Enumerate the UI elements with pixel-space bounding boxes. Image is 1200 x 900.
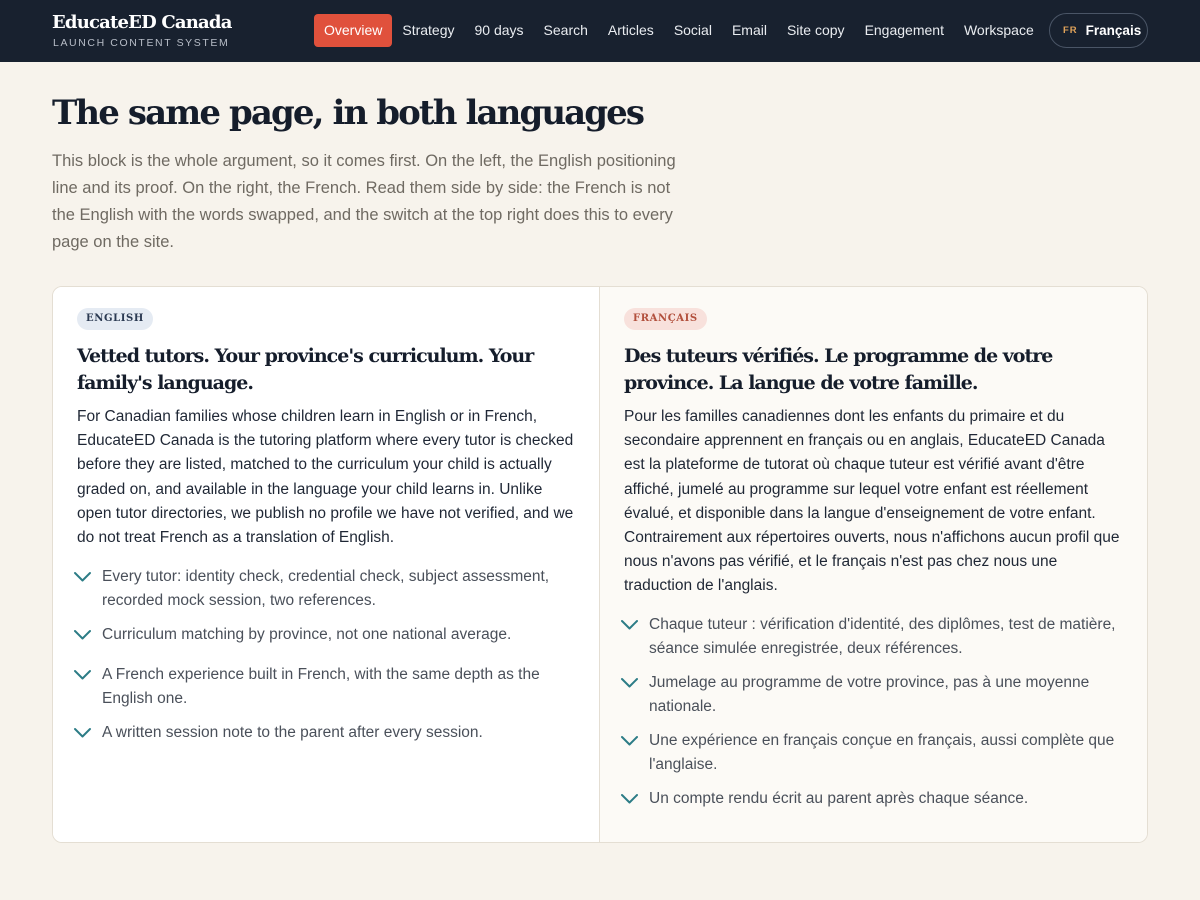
list-item [73, 721, 573, 751]
nav-workspace[interactable]: Workspace [963, 22, 1034, 38]
list-item [73, 623, 573, 653]
page-intro: This block is the whole argument, so it comes first. On the left, the English positioning line and its proof. On the right, the French. Read them side by side: the French is not the English with the words swapped, and the switch at the top right does this to every page on the site. [52, 152, 676, 251]
list-item [620, 787, 1120, 817]
point-text: Every tutor: identity check, credential check, subject assessment, recorded mock session, two references. [102, 568, 550, 609]
point-text: A French experience built in French, with the same depth as the English one. [102, 666, 540, 707]
chevron-down-icon [73, 727, 92, 751]
language-code: FR [1063, 25, 1078, 36]
point-text: Jumelage au programme de votre province, pas à une moyenne nationale. [649, 674, 1090, 715]
french-tag: FRANÇAIS [624, 308, 707, 330]
nav-email[interactable]: Email [731, 22, 767, 38]
list-item [620, 729, 1120, 777]
point-text: Un compte rendu écrit au parent après chaque séance. [649, 790, 1029, 807]
list-item [73, 565, 573, 613]
chevron-down-icon [73, 629, 92, 653]
nav-articles[interactable]: Articles [607, 22, 654, 38]
french-points [620, 613, 1120, 827]
chevron-down-icon [73, 669, 92, 693]
main-nav [314, 14, 1044, 47]
point-text: Curriculum matching by province, not one national average. [102, 626, 512, 643]
english-headline: Vetted tutors. Your province's curriculum. Your family's language. [77, 345, 534, 394]
language-label: Français [1085, 23, 1142, 38]
nav-search[interactable]: Search [543, 22, 588, 38]
english-tag: ENGLISH [77, 308, 153, 330]
chevron-down-icon [620, 619, 639, 643]
list-item [620, 613, 1120, 661]
list-item [73, 663, 573, 711]
top-bar [0, 0, 1200, 62]
nav-overview[interactable]: Overview [314, 14, 392, 47]
french-body: Pour les familles canadiennes dont les enfants du primaire et du secondaire apprennent en français ou en anglais, EducateED Canada est la plateforme de tutorat où chaque tuteur est vérifié avant d'être affiché, jumelé au programme sur lequel votre enfant est réellement évalué, et disponible dans la langue d'enseignement de votre enfant. Contrairement aux répertoires ouverts, nous n'affichons aucun profil que nous n'avons pas vérifié, et le français n'est pas chez nous une traduction de l'anglais. [624, 408, 1120, 595]
chevron-down-icon [620, 735, 639, 759]
page-title: The same page, in both languages [52, 93, 644, 133]
french-headline: Des tuteurs vérifiés. Le programme de votre province. La langue de votre famille. [624, 345, 1053, 394]
list-item [620, 671, 1120, 719]
nav-engagement[interactable]: Engagement [864, 22, 944, 38]
language-switch-button[interactable] [1049, 13, 1148, 48]
english-points [73, 565, 573, 761]
point-text: Une expérience en français conçue en français, aussi complète que l'anglaise. [649, 732, 1115, 773]
nav-90-days[interactable]: 90 days [474, 22, 524, 38]
english-column [53, 287, 600, 842]
brand-name[interactable]: EducateED Canada [52, 12, 232, 33]
chevron-down-icon [73, 571, 92, 595]
chevron-down-icon [620, 793, 639, 817]
brand-subtitle: LAUNCH CONTENT SYSTEM [53, 37, 230, 49]
french-column [600, 287, 1147, 842]
english-body: For Canadian families whose children learn in English or in French, EducateED Canada is the tutoring platform where every tutor is checked before they are listed, matched to the curriculum your child is actually graded on, and available in the language your child learns in. Unlike open tutor directories, we publish no profile we have not verified, and we do not treat French as a translation of English. [77, 408, 574, 547]
chevron-down-icon [620, 677, 639, 701]
bilingual-comparison-panel [52, 286, 1148, 843]
nav-social[interactable]: Social [673, 22, 712, 38]
point-text: A written session note to the parent after every session. [102, 724, 483, 741]
nav-strategy[interactable]: Strategy [402, 22, 455, 38]
nav-site-copy[interactable]: Site copy [786, 22, 845, 38]
point-text: Chaque tuteur : vérification d'identité, des diplômes, test de matière, séance simulée enregistrée, deux références. [649, 616, 1116, 657]
